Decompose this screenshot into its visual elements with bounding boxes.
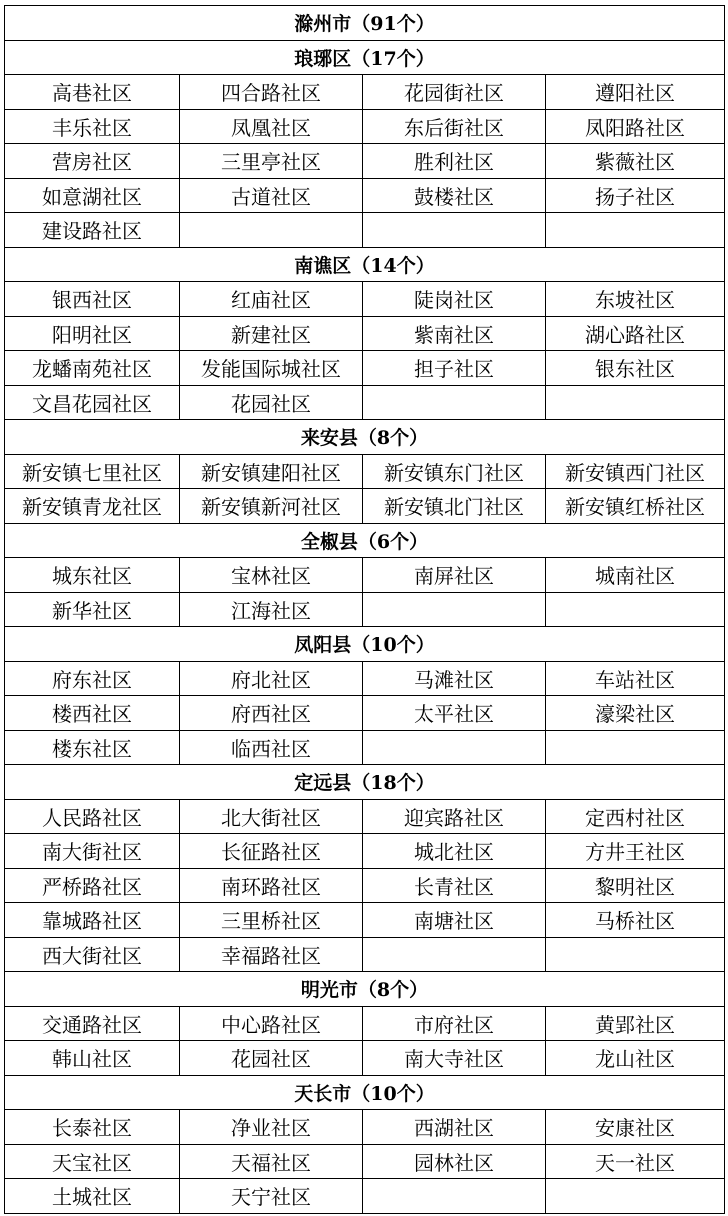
community-cell: 黎明社区 [546,868,725,903]
table-row [5,316,725,351]
community-cell: 南环路社区 [180,868,363,903]
community-cell: 花园社区 [180,385,363,420]
community-cell: 龙山社区 [546,1041,725,1076]
community-cell: 凤阳路社区 [546,109,725,144]
community-cell: 三里桥社区 [180,903,363,938]
community-table-body [5,6,725,1214]
table-row [5,109,725,144]
community-cell: 凤凰社区 [180,109,363,144]
community-cell [546,213,725,248]
community-cell: 黄郢社区 [546,1006,725,1041]
section-header: 明光市（8个） [5,972,725,1007]
community-cell: 城南社区 [546,558,725,593]
community-cell [363,592,546,627]
community-cell: 扬子社区 [546,178,725,213]
section-header-row [5,420,725,455]
community-cell: 新安镇建阳社区 [180,454,363,489]
community-cell: 净业社区 [180,1110,363,1145]
community-cell: 车站社区 [546,661,725,696]
community-cell: 城北社区 [363,834,546,869]
table-row [5,1144,725,1179]
community-cell: 迎宾路社区 [363,799,546,834]
community-cell: 花园社区 [180,1041,363,1076]
community-cell: 湖心路社区 [546,316,725,351]
community-cell: 人民路社区 [5,799,180,834]
table-row [5,661,725,696]
table-row [5,592,725,627]
table-row [5,282,725,317]
section-header: 定远县（18个） [5,765,725,800]
community-cell: 银西社区 [5,282,180,317]
community-cell: 红庙社区 [180,282,363,317]
community-cell: 担子社区 [363,351,546,386]
community-cell: 南屏社区 [363,558,546,593]
community-cell: 新安镇青龙社区 [5,489,180,524]
community-cell: 丰乐社区 [5,109,180,144]
community-cell [180,213,363,248]
community-cell: 楼东社区 [5,730,180,765]
community-cell: 南塘社区 [363,903,546,938]
community-cell: 紫南社区 [363,316,546,351]
table-row [5,937,725,972]
community-cell: 方井王社区 [546,834,725,869]
section-header-row [5,523,725,558]
section-header: 天长市（10个） [5,1075,725,1110]
community-cell: 府东社区 [5,661,180,696]
table-row [5,213,725,248]
community-table [4,5,725,1214]
table-row [5,1179,725,1214]
community-cell: 新安镇红桥社区 [546,489,725,524]
table-row [5,558,725,593]
table-row [5,730,725,765]
table-row [5,1006,725,1041]
community-cell: 鼓楼社区 [363,178,546,213]
table-row [5,903,725,938]
section-header-row [5,765,725,800]
community-cell: 楼西社区 [5,696,180,731]
community-cell: 马滩社区 [363,661,546,696]
community-cell [546,730,725,765]
community-cell: 营房社区 [5,144,180,179]
table-row [5,454,725,489]
community-cell: 北大街社区 [180,799,363,834]
community-cell: 土城社区 [5,1179,180,1214]
community-cell: 府西社区 [180,696,363,731]
section-header: 来安县（8个） [5,420,725,455]
community-cell: 新安镇西门社区 [546,454,725,489]
section-header-row [5,1075,725,1110]
community-cell: 西大街社区 [5,937,180,972]
community-cell: 建设路社区 [5,213,180,248]
community-cell: 西湖社区 [363,1110,546,1145]
community-cell: 临西社区 [180,730,363,765]
community-cell: 园林社区 [363,1144,546,1179]
community-cell: 严桥路社区 [5,868,180,903]
community-cell [546,937,725,972]
community-cell: 发能国际城社区 [180,351,363,386]
table-row [5,351,725,386]
community-cell: 花园街社区 [363,75,546,110]
section-header: 全椒县（6个） [5,523,725,558]
community-cell: 宝林社区 [180,558,363,593]
section-header-row [5,972,725,1007]
community-cell: 四合路社区 [180,75,363,110]
community-cell [546,592,725,627]
community-cell: 江海社区 [180,592,363,627]
community-cell [363,937,546,972]
table-title: 滁州市（91个） [5,6,725,41]
community-cell: 新安镇北门社区 [363,489,546,524]
table-row [5,696,725,731]
community-cell: 新安镇东门社区 [363,454,546,489]
section-header: 凤阳县（10个） [5,627,725,662]
community-cell: 新华社区 [5,592,180,627]
community-cell [546,1179,725,1214]
community-cell: 南大街社区 [5,834,180,869]
table-row [5,385,725,420]
section-header-row [5,627,725,662]
community-cell: 城东社区 [5,558,180,593]
community-cell: 新建社区 [180,316,363,351]
community-cell: 东坡社区 [546,282,725,317]
table-row [5,834,725,869]
community-cell: 交通路社区 [5,1006,180,1041]
community-cell: 幸福路社区 [180,937,363,972]
section-header: 南谯区（14个） [5,247,725,282]
community-cell: 濠梁社区 [546,696,725,731]
community-cell [363,213,546,248]
table-row [5,1041,725,1076]
table-row [5,75,725,110]
community-cell: 紫薇社区 [546,144,725,179]
community-cell: 遵阳社区 [546,75,725,110]
community-cell: 新安镇新河社区 [180,489,363,524]
community-cell: 天宁社区 [180,1179,363,1214]
community-cell: 银东社区 [546,351,725,386]
community-cell: 府北社区 [180,661,363,696]
community-cell: 天福社区 [180,1144,363,1179]
community-cell: 文昌花园社区 [5,385,180,420]
community-cell [363,1179,546,1214]
community-cell: 高巷社区 [5,75,180,110]
section-header-row [5,247,725,282]
community-cell: 长征路社区 [180,834,363,869]
community-list-document [4,5,725,1214]
table-row [5,489,725,524]
community-cell: 马桥社区 [546,903,725,938]
community-cell [363,730,546,765]
section-header-row [5,40,725,75]
community-cell: 中心路社区 [180,1006,363,1041]
community-cell: 长泰社区 [5,1110,180,1145]
community-cell: 安康社区 [546,1110,725,1145]
community-cell: 三里亭社区 [180,144,363,179]
community-cell: 长青社区 [363,868,546,903]
table-row [5,799,725,834]
community-cell: 韩山社区 [5,1041,180,1076]
community-cell [546,385,725,420]
title-row [5,6,725,41]
community-cell: 太平社区 [363,696,546,731]
community-cell [363,385,546,420]
community-cell: 龙蟠南苑社区 [5,351,180,386]
community-cell: 天宝社区 [5,1144,180,1179]
community-cell: 定西村社区 [546,799,725,834]
table-row [5,178,725,213]
community-cell: 阳明社区 [5,316,180,351]
community-cell: 市府社区 [363,1006,546,1041]
community-cell: 胜利社区 [363,144,546,179]
table-row [5,1110,725,1145]
community-cell: 古道社区 [180,178,363,213]
table-row [5,144,725,179]
community-cell: 南大寺社区 [363,1041,546,1076]
community-cell: 陡岗社区 [363,282,546,317]
section-header: 琅琊区（17个） [5,40,725,75]
community-cell: 东后街社区 [363,109,546,144]
community-cell: 如意湖社区 [5,178,180,213]
community-cell: 天一社区 [546,1144,725,1179]
community-cell: 靠城路社区 [5,903,180,938]
community-cell: 新安镇七里社区 [5,454,180,489]
table-row [5,868,725,903]
